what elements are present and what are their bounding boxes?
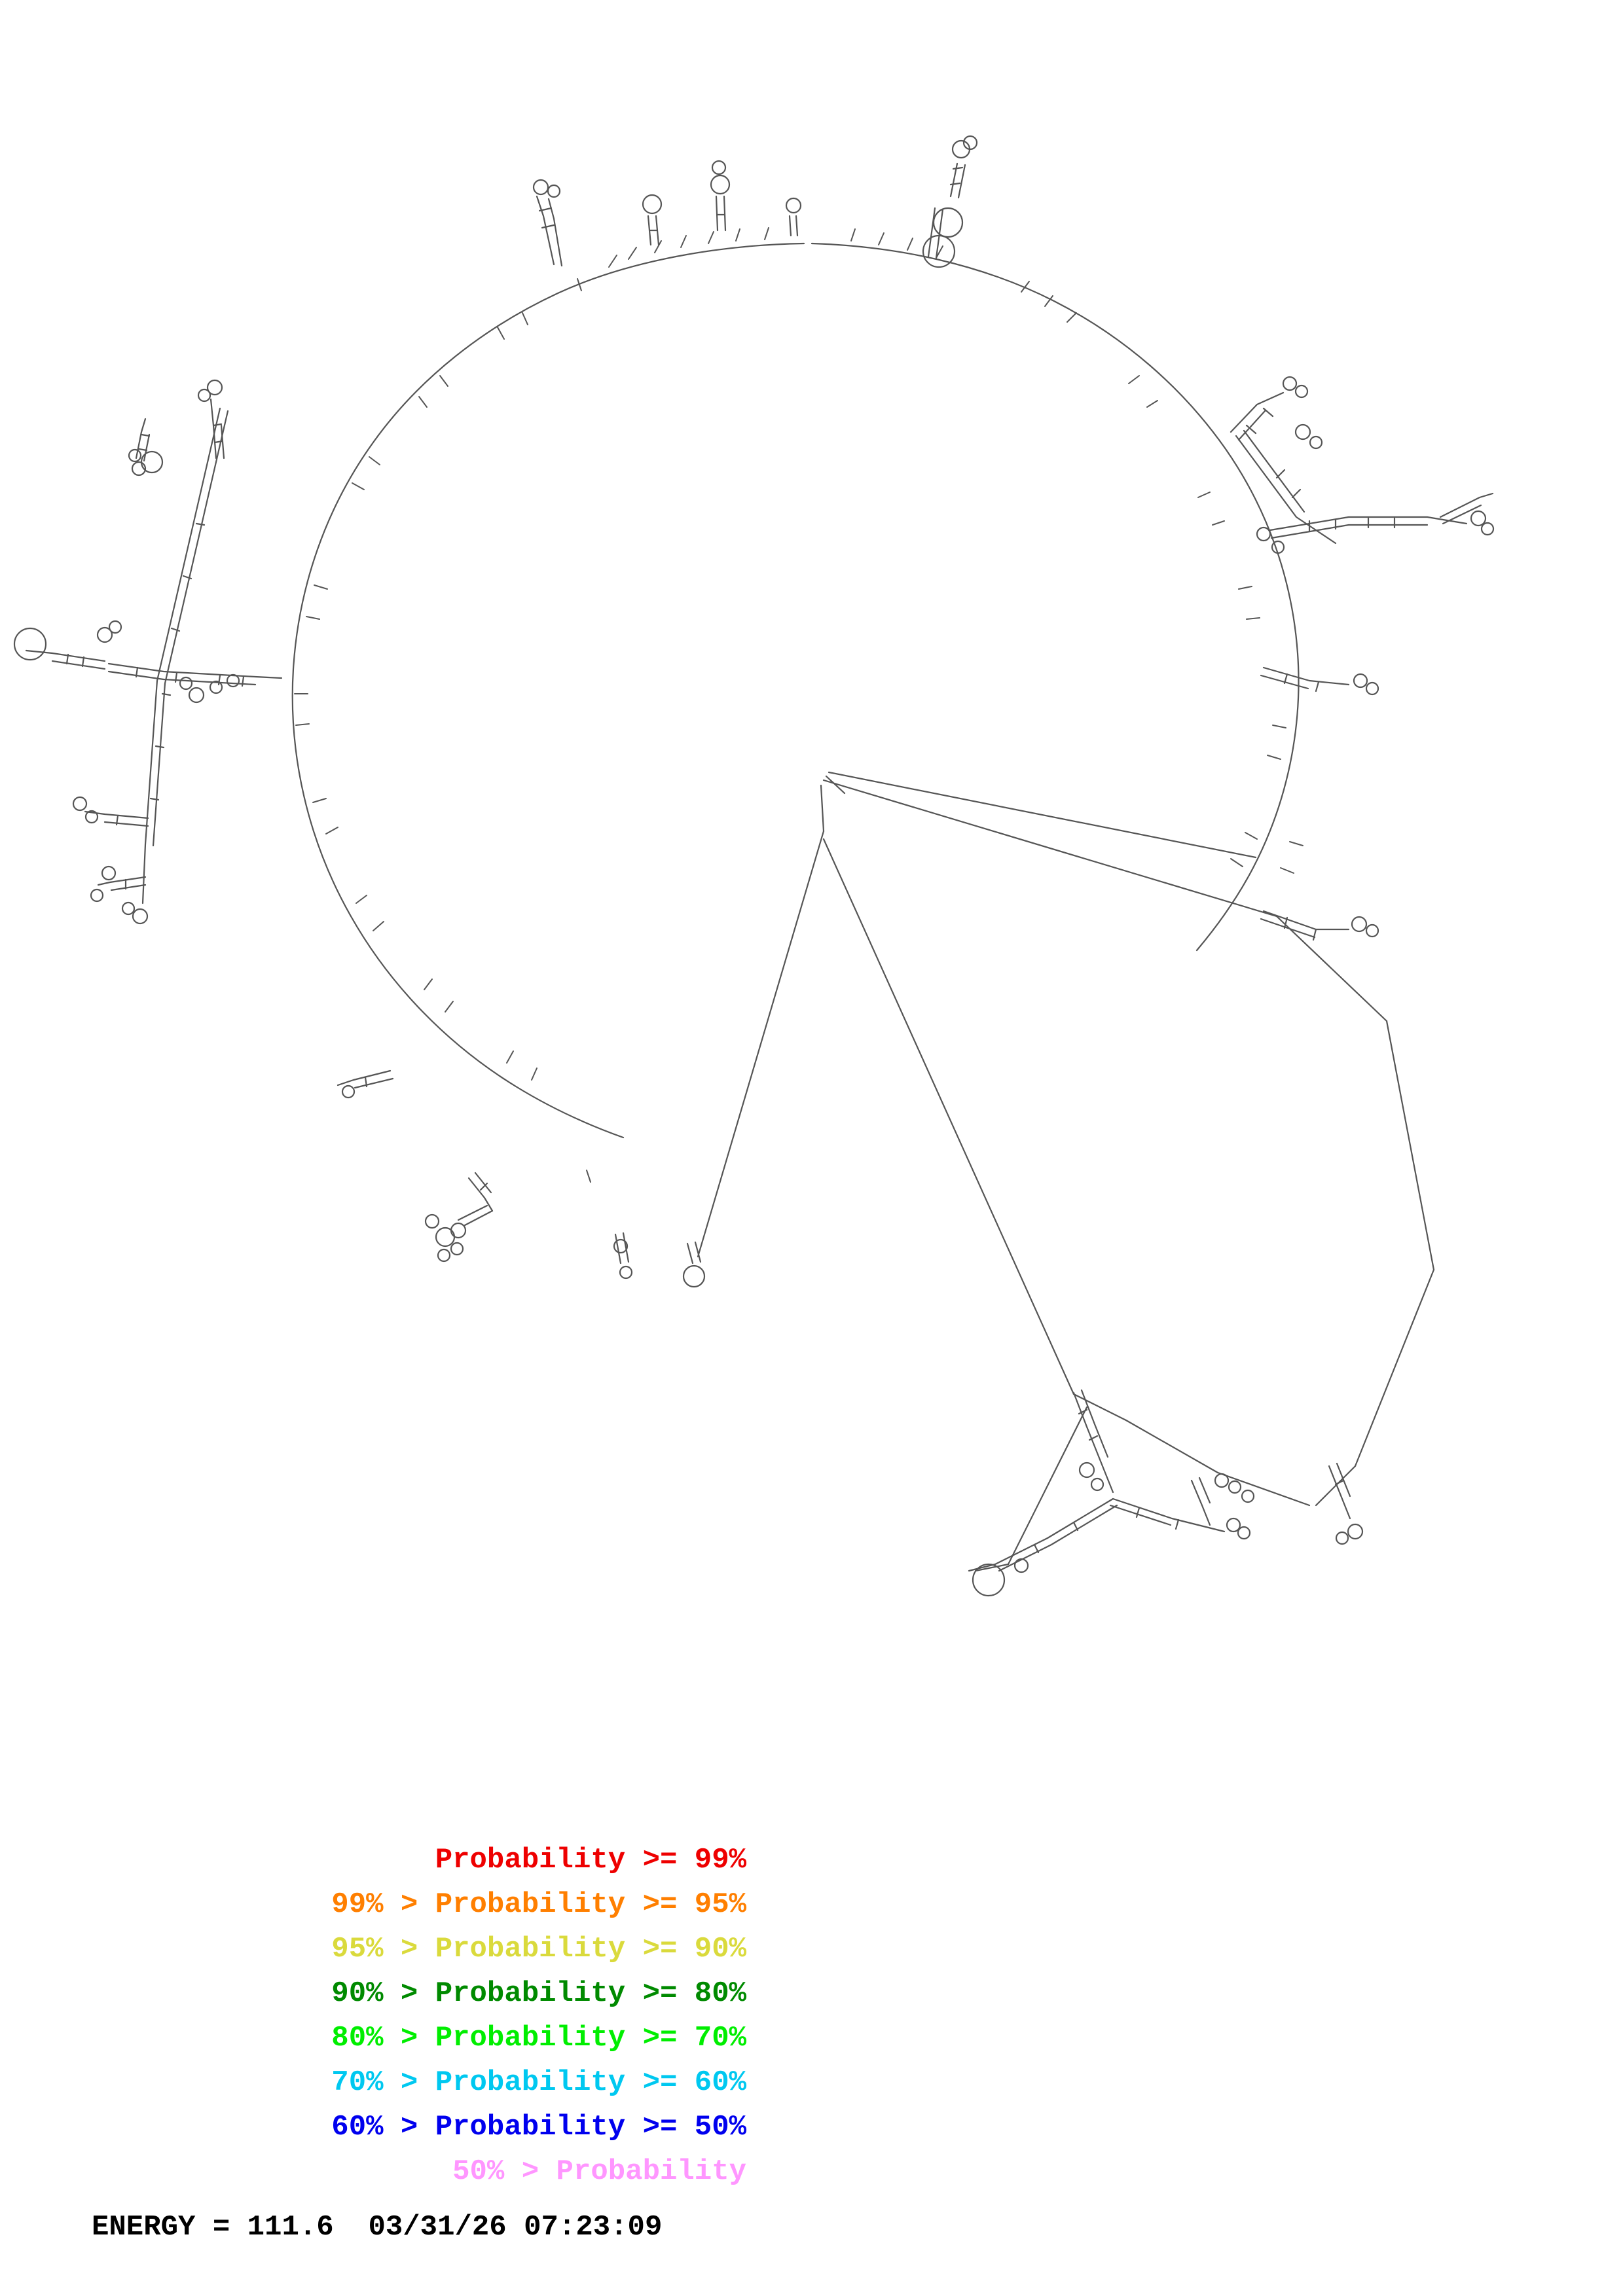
junction-edge-14	[1008, 1407, 1087, 1564]
legend-label-6: 60% > Probability >= 50%	[331, 2111, 746, 2144]
hairpin-top-right-large	[923, 136, 977, 267]
junction-edge-12	[1126, 1420, 1218, 1473]
hairpin-top-left	[534, 180, 562, 266]
legend-row-0	[0, 1793, 746, 1876]
junction-edge-8	[1277, 916, 1387, 1021]
helix-left-upper	[129, 380, 224, 475]
basepair-ticks-right-lower	[1281, 842, 1303, 873]
hairpin-top-mid-2	[711, 161, 729, 230]
legend-label-5: 70% > Probability >= 60%	[331, 2066, 746, 2099]
hairpin-lower-left-1	[338, 1071, 393, 1098]
hairpin-lower-left-3	[614, 1233, 632, 1278]
junction-edge-5	[698, 831, 824, 1257]
junction-edge-11	[1316, 1466, 1355, 1505]
helix-bottom-left	[1074, 1390, 1113, 1492]
helix-left-horizontal	[14, 621, 282, 702]
junction-edge-1	[826, 776, 845, 793]
legend-label-4: 80% > Probability >= 70%	[331, 2022, 746, 2054]
backbone-main-arc	[293, 243, 804, 1138]
helix-right-upper	[1231, 377, 1336, 543]
structure-strokes	[14, 136, 1493, 1596]
legend-label-0: Probability >= 99%	[435, 1844, 746, 1876]
junction-edge-3	[829, 772, 1256, 857]
junction-edge-6	[824, 839, 1074, 1394]
legend-label-3: 90% > Probability >= 80%	[331, 1977, 746, 2010]
helix-right-mid	[1257, 493, 1493, 553]
legend-label-7: 50% > Probability	[452, 2155, 746, 2188]
helix-left-long-stem	[122, 408, 228, 924]
hairpin-lower-left-2	[426, 1173, 492, 1261]
basepair-ticks-main	[295, 228, 1286, 1182]
hairpin-lower-left-4	[684, 1242, 704, 1287]
junction-edge-4	[821, 785, 824, 831]
backbone-main-arc-right	[812, 243, 1299, 950]
helix-bottom-main	[969, 1474, 1254, 1596]
junction-edge-9	[1387, 1021, 1434, 1270]
junction-edge-10	[1355, 1270, 1434, 1466]
helix-right-lower	[1261, 668, 1378, 694]
hairpin-top-mid-3	[786, 198, 801, 236]
probability-legend	[0, 1793, 786, 2188]
energy-timestamp-line: ENERGY = 111.6 03/31/26 07:23:09	[92, 2211, 663, 2244]
legend-label-2: 95% > Probability >= 90%	[331, 1933, 746, 1965]
junction-edge-13	[1218, 1473, 1309, 1505]
helix-right-junction	[1261, 911, 1378, 940]
helix-left-lower	[73, 797, 148, 901]
legend-label-1: 99% > Probability >= 95%	[331, 1888, 746, 1921]
hairpin-top-mid-1	[643, 195, 661, 245]
